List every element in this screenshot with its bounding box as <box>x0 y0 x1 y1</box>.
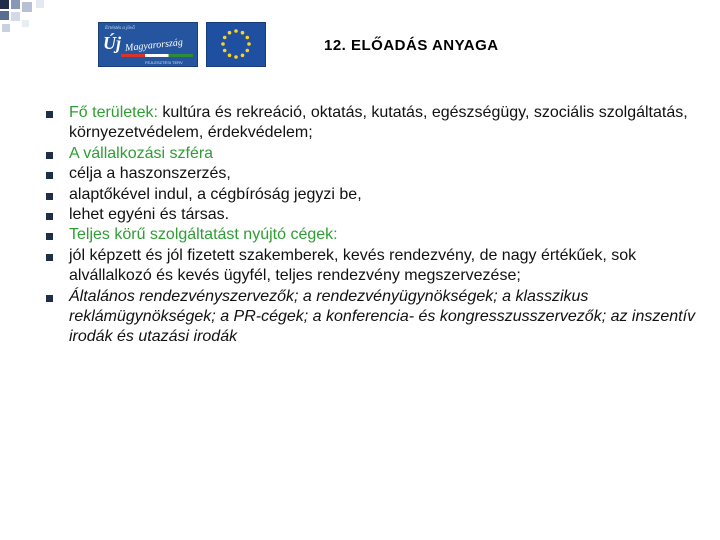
bullet-icon <box>46 111 53 118</box>
list-item <box>46 225 706 245</box>
deco-square <box>2 24 10 32</box>
list-item-text: Általános rendezvényszervezők; a rendezvényügynökségek; a klasszikus reklámügynökségek; a PR-cégek; a konferencia- és kongresszusszervezők; az inszentív irodák és utazási irodák <box>69 287 696 346</box>
bullet-icon <box>46 254 53 261</box>
bullet-icon <box>46 193 53 200</box>
eu-stars-icon <box>207 23 265 66</box>
list-item-label: Fő területek: <box>69 104 158 121</box>
list-item <box>46 144 706 164</box>
logo-footer-text: FEJLESZTÉSI TERV <box>145 60 183 65</box>
list-item <box>46 185 706 205</box>
deco-square <box>0 0 9 9</box>
list-item <box>46 164 706 184</box>
bullet-icon <box>46 172 53 179</box>
list-item <box>46 287 706 348</box>
bullet-icon <box>46 295 53 302</box>
deco-square <box>22 2 32 12</box>
list-item-text: lehet egyéni és társas. <box>69 206 230 224</box>
list-item-text: Teljes körű szolgáltatást nyújtó cégek: <box>69 226 338 244</box>
list-item-text: A vállalkozási szféra <box>69 144 214 162</box>
logo-flag-stripe <box>121 54 193 57</box>
list-item-text: alaptőkével indul, a cégbíróság jegyzi be, <box>69 185 362 203</box>
list-item <box>46 103 706 144</box>
eu-flag-logo <box>206 22 266 67</box>
deco-square <box>22 20 29 27</box>
deco-square <box>0 11 9 20</box>
bullet-icon <box>46 152 53 159</box>
content-list <box>46 103 706 348</box>
deco-square <box>11 0 20 9</box>
bullet-icon <box>46 233 53 240</box>
logo-uj-text: Új <box>103 33 121 53</box>
bullet-icon <box>46 213 53 220</box>
logo-magyarorszag-text: Magyarország <box>124 37 184 54</box>
deco-square <box>36 0 44 8</box>
list-item-text: célja a haszonszerzés, <box>69 165 231 183</box>
deco-square <box>11 12 20 21</box>
page-title: 12. ELŐADÁS ANYAGA <box>324 37 499 54</box>
logo-tagline: Ertéstés a jövő <box>105 26 135 31</box>
list-item-text: jól képzett és jól fizetett szakemberek, kevés rendezvény, de nagy értékűek, sok alvállalkozó és kevés ügyfél, teljes rendezvény megszervezése; <box>69 246 637 285</box>
list-item <box>46 205 706 225</box>
uj-magyarorszag-logo <box>98 22 198 67</box>
list-item <box>46 246 706 287</box>
list-item-text: kultúra és rekreáció, oktatás, kutatás, egészségügy, szociális szolgáltatás, környezetvédelem, érdekvédelem; <box>69 104 688 142</box>
